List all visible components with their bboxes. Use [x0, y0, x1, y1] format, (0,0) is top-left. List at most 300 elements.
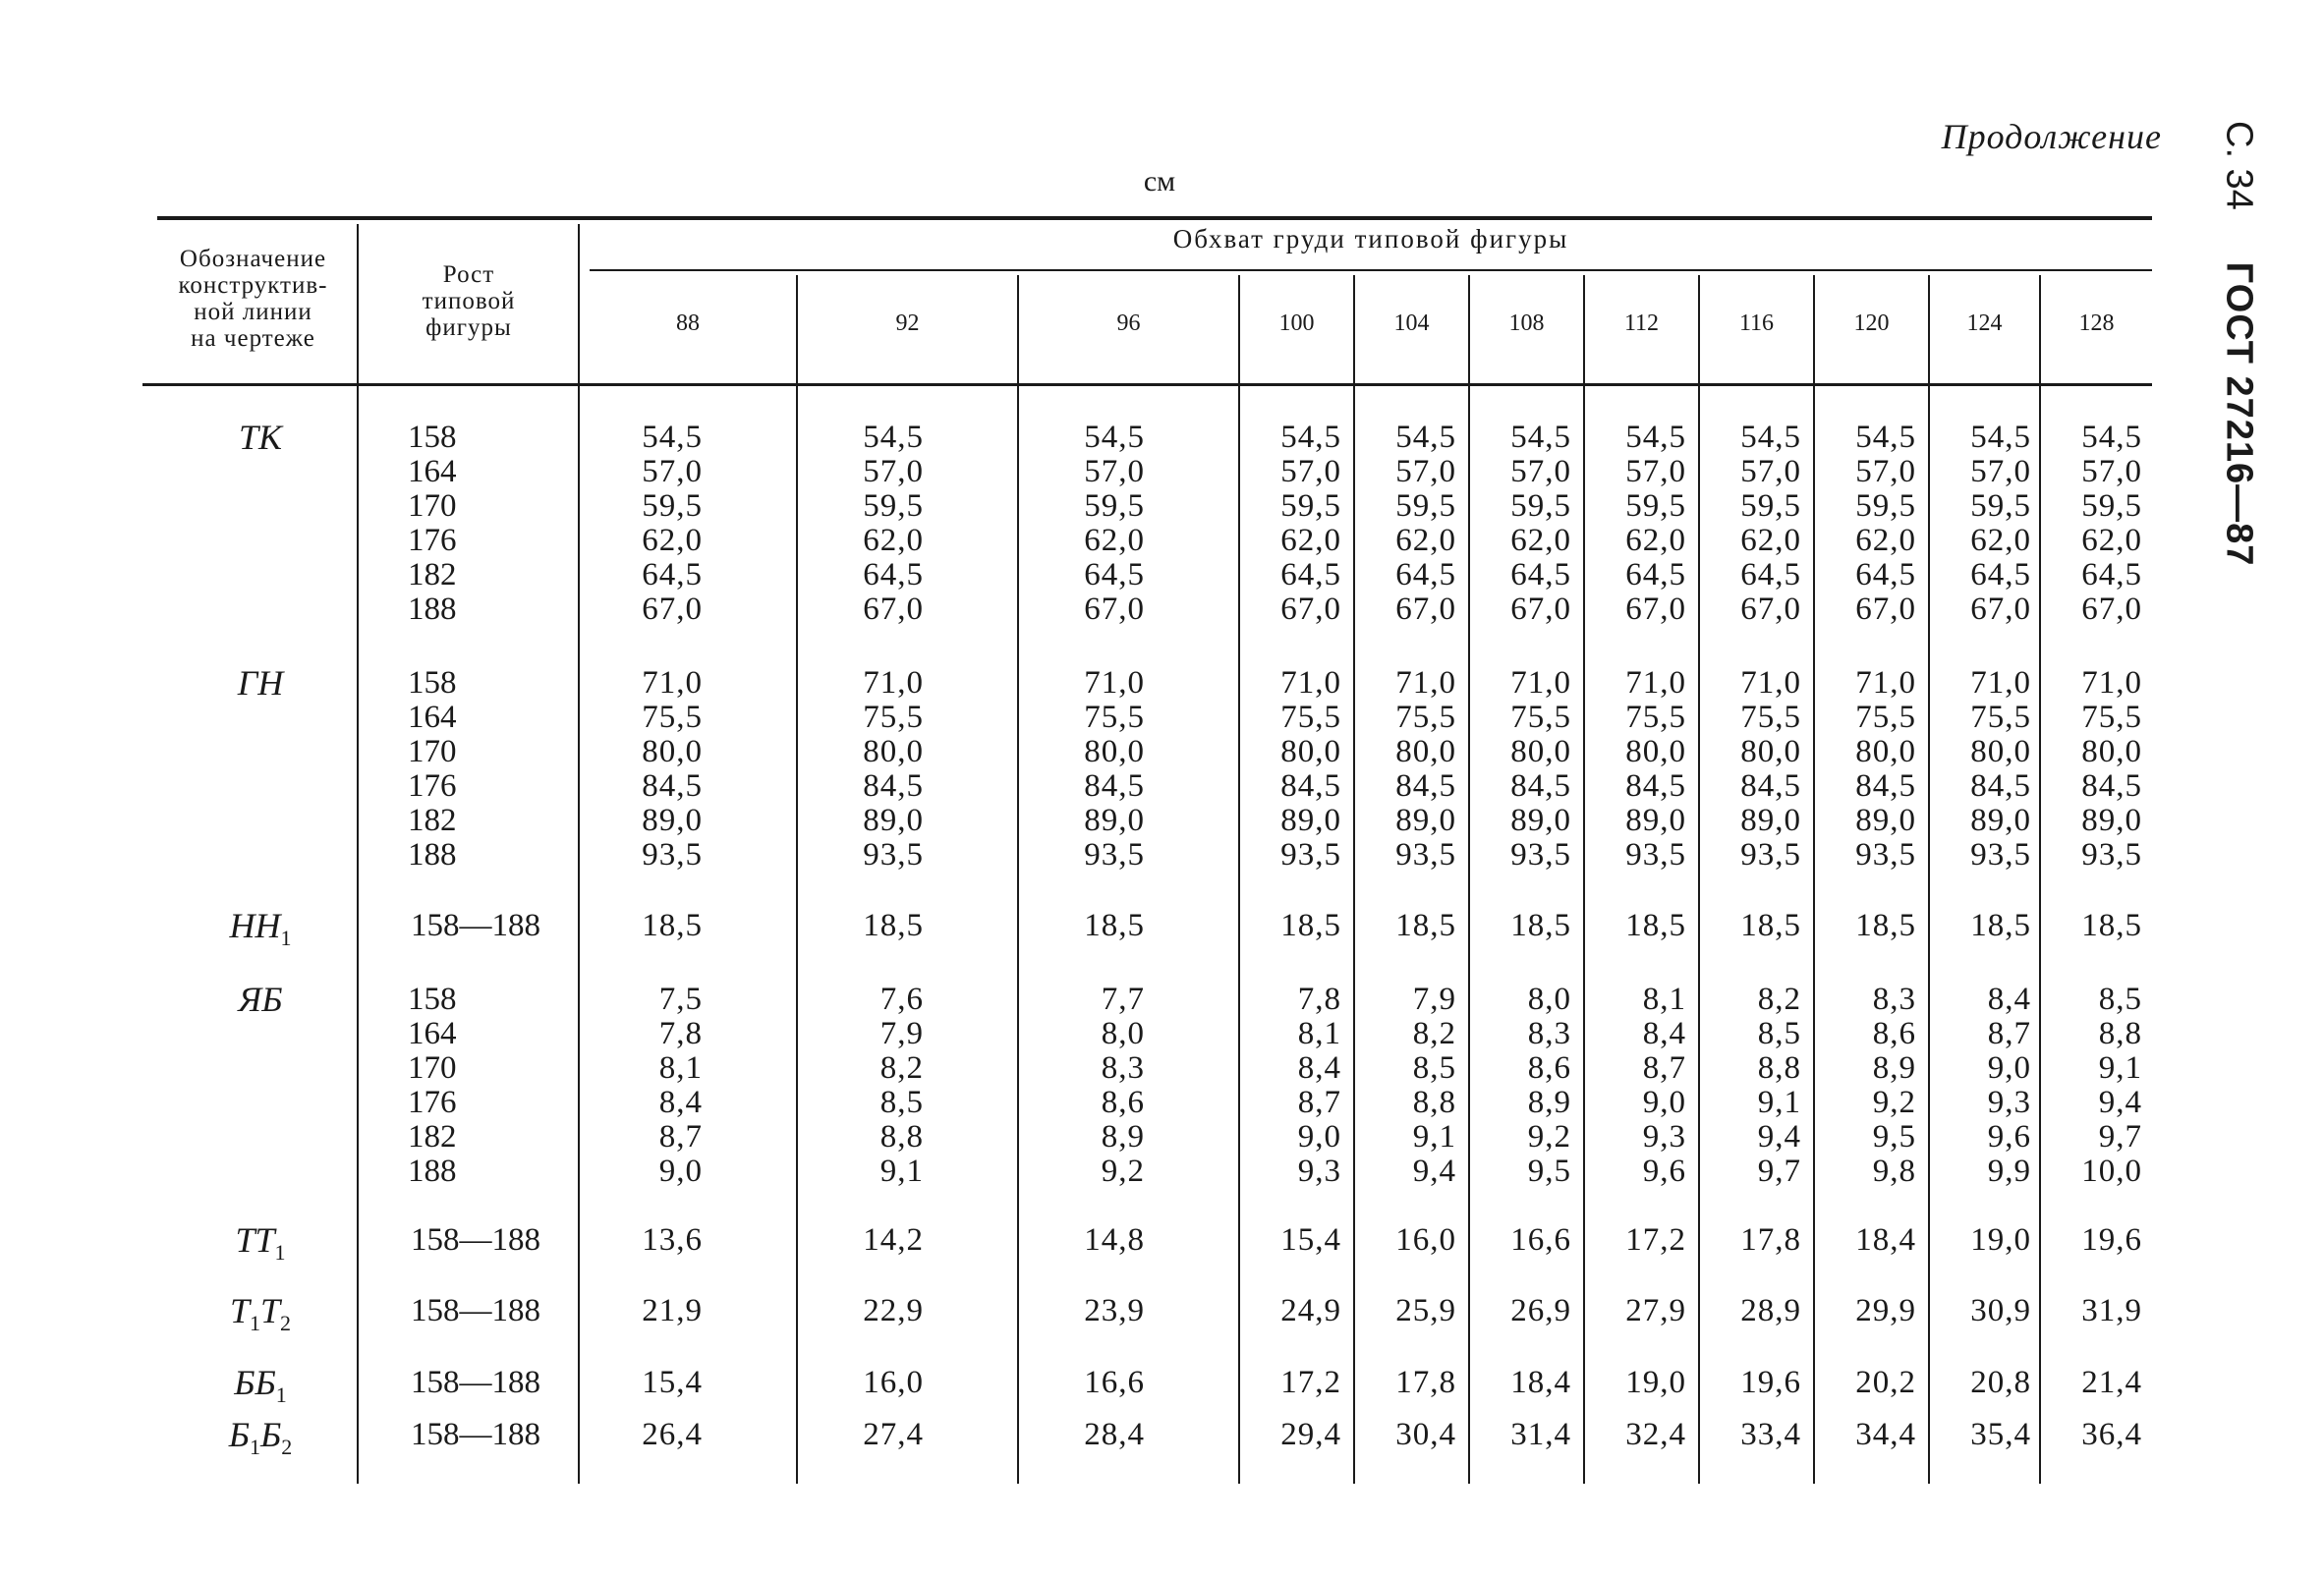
cell-value: 62,0 — [1510, 523, 1571, 558]
cell-value: 59,5 — [2081, 488, 2142, 524]
cell-value: 7,8 — [658, 1016, 703, 1051]
cell-value: 9,2 — [1872, 1085, 1916, 1120]
cell-value: 17,8 — [1740, 1222, 1801, 1258]
cell-value: 8,1 — [1297, 1016, 1341, 1051]
cell-value: 64,5 — [1395, 557, 1456, 592]
height-value: 188 — [408, 1154, 457, 1189]
cell-value: 59,5 — [1740, 488, 1801, 524]
height-value: 158 — [408, 982, 457, 1017]
cell-value: 67,0 — [863, 592, 924, 627]
cell-value: 9,0 — [658, 1154, 703, 1189]
table-cell — [786, 666, 924, 873]
cell-value: 59,5 — [1280, 488, 1341, 524]
chest-girth-header: Обхват груди типовой фигуры — [1172, 224, 1569, 254]
figure-heights — [411, 1366, 568, 1400]
cell-value: 8,4 — [1297, 1050, 1341, 1086]
cell-value: 9,6 — [1987, 1119, 2031, 1155]
designation-header-line: на чертеже — [191, 325, 315, 352]
cell-value: 8,2 — [879, 1050, 924, 1086]
height-value: 188 — [408, 592, 457, 627]
table-cell — [2005, 983, 2142, 1189]
cell-value: 84,5 — [1280, 768, 1341, 804]
table-row-group — [147, 980, 2152, 1189]
table-cell — [565, 421, 703, 627]
table-cell — [1007, 983, 1145, 1189]
cell-value: 7,9 — [1412, 982, 1456, 1017]
designation-text: Т — [229, 1291, 250, 1330]
cell-value: 30,4 — [1395, 1417, 1456, 1452]
cell-value: 93,5 — [2081, 837, 2142, 873]
cell-value: 54,5 — [1970, 420, 2031, 455]
cell-value: 26,4 — [642, 1417, 703, 1452]
cell-value: 67,0 — [1280, 592, 1341, 627]
line-designation — [147, 418, 373, 457]
cell-value: 64,5 — [1280, 557, 1341, 592]
cell-value: 8,8 — [2098, 1016, 2142, 1051]
table-cell — [1007, 666, 1145, 873]
cell-value: 62,0 — [1395, 523, 1456, 558]
cell-value: 8,4 — [658, 1085, 703, 1120]
cell-value: 57,0 — [1510, 454, 1571, 489]
cell-value: 18,5 — [1740, 908, 1801, 943]
unit-label: см — [1143, 165, 1176, 197]
cell-value: 8,3 — [1101, 1050, 1145, 1086]
height-value: 182 — [408, 557, 457, 592]
cell-value: 17,2 — [1625, 1222, 1686, 1258]
cell-value: 9,4 — [1757, 1119, 1801, 1155]
cell-value: 89,0 — [642, 803, 703, 838]
cell-value: 31,4 — [1510, 1417, 1571, 1452]
column-header: 100 — [1278, 310, 1315, 336]
cell-value: 75,5 — [1970, 700, 2031, 735]
table-cell — [2005, 666, 2142, 873]
cell-value: 67,0 — [2081, 592, 2142, 627]
cell-value: 9,0 — [1642, 1085, 1686, 1120]
column-header: 88 — [676, 310, 700, 336]
cell-value: 19,0 — [1625, 1365, 1686, 1400]
cell-value: 9,0 — [1987, 1050, 2031, 1086]
cell-value: 34,4 — [1855, 1417, 1916, 1452]
cell-value: 9,3 — [1642, 1119, 1686, 1155]
cell-value: 89,0 — [1510, 803, 1571, 838]
cell-value: 9,3 — [1297, 1154, 1341, 1189]
figure-heights — [411, 1294, 568, 1328]
designation-text: Б — [260, 1415, 282, 1454]
line-designation — [147, 1220, 373, 1269]
cell-value: 93,5 — [1740, 837, 1801, 873]
cell-value: 71,0 — [1510, 665, 1571, 701]
table-cell — [1007, 909, 1145, 943]
cell-value: 15,4 — [1280, 1222, 1341, 1258]
cell-value: 59,5 — [1084, 488, 1145, 524]
table-cell — [786, 1366, 924, 1400]
designation-subscript: 1 — [250, 1435, 260, 1460]
cell-value: 84,5 — [1510, 768, 1571, 804]
table-cell — [786, 909, 924, 943]
cell-value: 19,0 — [1970, 1222, 2031, 1258]
cell-value: 18,5 — [642, 908, 703, 943]
cell-value: 89,0 — [1855, 803, 1916, 838]
designation-text: Б — [228, 1415, 250, 1454]
cell-value: 93,5 — [1395, 837, 1456, 873]
column-header: 92 — [895, 310, 920, 336]
cell-value: 18,5 — [1510, 908, 1571, 943]
cell-value: 54,5 — [1280, 420, 1341, 455]
cell-value: 84,5 — [863, 768, 924, 804]
cell-value: 8,5 — [2098, 982, 2142, 1017]
designation-subscript: 1 — [280, 926, 292, 951]
cell-value: 71,0 — [863, 665, 924, 701]
table-cell — [565, 1223, 703, 1258]
cell-value: 84,5 — [1855, 768, 1916, 804]
cell-value: 67,0 — [1625, 592, 1686, 627]
cell-value: 20,2 — [1855, 1365, 1916, 1400]
cell-value: 71,0 — [1084, 665, 1145, 701]
cell-value: 9,9 — [1987, 1154, 2031, 1189]
table-cell — [786, 983, 924, 1189]
cell-value: 20,8 — [1970, 1365, 2031, 1400]
table-cell — [1007, 421, 1145, 627]
standard-number: ГОСТ 27216—87 — [2218, 261, 2260, 567]
cell-value: 18,4 — [1510, 1365, 1571, 1400]
cell-value: 7,8 — [1297, 982, 1341, 1017]
table-cell — [1007, 1418, 1145, 1452]
designation-subscript: 1 — [274, 1240, 286, 1266]
cell-value: 75,5 — [1740, 700, 1801, 735]
cell-value: 26,9 — [1510, 1293, 1571, 1328]
table-cell — [2005, 421, 2142, 627]
girth-rule — [590, 269, 2152, 271]
cell-value: 18,5 — [1395, 908, 1456, 943]
header-bottom-rule — [142, 383, 2152, 386]
cell-value: 89,0 — [2081, 803, 2142, 838]
cell-value: 9,2 — [1527, 1119, 1571, 1155]
table-row-group — [147, 663, 2152, 873]
cell-value: 64,5 — [863, 557, 924, 592]
table-cell — [2005, 1366, 2142, 1400]
line-designation — [147, 1415, 373, 1464]
table-cell — [786, 421, 924, 627]
side-header — [2213, 121, 2264, 567]
cell-value: 71,0 — [1625, 665, 1686, 701]
cell-value: 30,9 — [1970, 1293, 2031, 1328]
cell-value: 75,5 — [1084, 700, 1145, 735]
cell-value: 8,6 — [1872, 1016, 1916, 1051]
table-cell — [786, 1294, 924, 1328]
cell-value: 31,9 — [2081, 1293, 2142, 1328]
cell-value: 93,5 — [1625, 837, 1686, 873]
height-value: 170 — [408, 1050, 457, 1086]
cell-value: 8,7 — [658, 1119, 703, 1155]
cell-value: 8,4 — [1642, 1016, 1686, 1051]
cell-value: 80,0 — [1395, 734, 1456, 769]
cell-value: 64,5 — [1855, 557, 1916, 592]
height-value: 182 — [408, 803, 457, 838]
cell-value: 18,5 — [1280, 908, 1341, 943]
cell-value: 21,4 — [2081, 1365, 2142, 1400]
cell-value: 62,0 — [642, 523, 703, 558]
designation-text: Т — [260, 1291, 281, 1330]
cell-value: 18,5 — [1970, 908, 2031, 943]
figure-heights — [411, 909, 568, 943]
figure-heights — [411, 1418, 568, 1452]
cell-value: 59,5 — [1395, 488, 1456, 524]
designation-header-line: ной линии — [194, 299, 312, 325]
cell-value: 32,4 — [1625, 1417, 1686, 1452]
column-header: 112 — [1623, 310, 1660, 336]
cell-value: 8,9 — [1527, 1085, 1571, 1120]
figure-heights — [411, 1223, 568, 1258]
cell-value: 8,7 — [1987, 1016, 2031, 1051]
cell-value: 67,0 — [1395, 592, 1456, 627]
cell-value: 9,8 — [1872, 1154, 1916, 1189]
cell-value: 8,0 — [1527, 982, 1571, 1017]
cell-value: 64,5 — [642, 557, 703, 592]
column-header: 108 — [1508, 310, 1545, 336]
cell-value: 9,3 — [1987, 1085, 2031, 1120]
cell-value: 84,5 — [2081, 768, 2142, 804]
cell-value: 9,1 — [1757, 1085, 1801, 1120]
cell-value: 28,9 — [1740, 1293, 1801, 1328]
cell-value: 62,0 — [1855, 523, 1916, 558]
cell-value: 13,6 — [642, 1222, 703, 1258]
cell-value: 8,5 — [1412, 1050, 1456, 1086]
height-value: 170 — [408, 488, 457, 524]
table-cell — [2005, 1223, 2142, 1258]
cell-value: 80,0 — [1084, 734, 1145, 769]
cell-value: 62,0 — [863, 523, 924, 558]
table-cell — [2005, 1294, 2142, 1328]
cell-value: 71,0 — [1970, 665, 2031, 701]
table-cell — [565, 1294, 703, 1328]
designation-subscript: 1 — [250, 1311, 260, 1336]
cell-value: 75,5 — [2081, 700, 2142, 735]
cell-value: 16,6 — [1084, 1365, 1145, 1400]
height-value: 158—188 — [411, 1365, 540, 1400]
cell-value: 80,0 — [642, 734, 703, 769]
cell-value: 64,5 — [1510, 557, 1571, 592]
cell-value: 28,4 — [1084, 1417, 1145, 1452]
cell-value: 64,5 — [1970, 557, 2031, 592]
cell-value: 7,6 — [879, 982, 924, 1017]
designation-text: ББ — [234, 1363, 276, 1402]
line-designation — [147, 980, 373, 1019]
cell-value: 18,5 — [1855, 908, 1916, 943]
line-designation — [147, 1363, 373, 1412]
cell-value: 80,0 — [1280, 734, 1341, 769]
cell-value: 54,5 — [863, 420, 924, 455]
cell-value: 59,5 — [863, 488, 924, 524]
cell-value: 21,9 — [642, 1293, 703, 1328]
cell-value: 19,6 — [2081, 1222, 2142, 1258]
cell-value: 16,0 — [863, 1365, 924, 1400]
cell-value: 71,0 — [1395, 665, 1456, 701]
cell-value: 75,5 — [642, 700, 703, 735]
cell-value: 93,5 — [1280, 837, 1341, 873]
designation-text: ТК — [239, 418, 282, 457]
cell-value: 16,0 — [1395, 1222, 1456, 1258]
cell-value: 7,9 — [879, 1016, 924, 1051]
cell-value: 57,0 — [1395, 454, 1456, 489]
cell-value: 8,1 — [658, 1050, 703, 1086]
column-header: 120 — [1853, 310, 1890, 336]
line-designation — [147, 663, 373, 703]
designation-subscript: 2 — [281, 1435, 293, 1460]
cell-value: 59,5 — [1625, 488, 1686, 524]
page-number: С. 34 — [2218, 121, 2260, 210]
line-designation — [147, 1291, 373, 1340]
cell-value: 29,9 — [1855, 1293, 1916, 1328]
table-cell — [565, 666, 703, 873]
cell-value: 80,0 — [863, 734, 924, 769]
height-value: 176 — [408, 768, 457, 804]
cell-value: 93,5 — [1855, 837, 1916, 873]
designation-subscript: 1 — [275, 1382, 287, 1408]
table-cell — [565, 1418, 703, 1452]
table-row-group — [147, 1415, 2152, 1460]
cell-value: 16,6 — [1510, 1222, 1571, 1258]
table-row-group — [147, 1220, 2152, 1266]
height-value: 158 — [408, 420, 457, 455]
designation-text: ЯБ — [238, 980, 283, 1019]
cell-value: 57,0 — [1855, 454, 1916, 489]
cell-value: 17,8 — [1395, 1365, 1456, 1400]
cell-value: 75,5 — [1855, 700, 1916, 735]
column-header: 104 — [1393, 310, 1430, 336]
cell-value: 71,0 — [1280, 665, 1341, 701]
cell-value: 8,7 — [1297, 1085, 1341, 1120]
cell-value: 29,4 — [1280, 1417, 1341, 1452]
cell-value: 54,5 — [1625, 420, 1686, 455]
cell-value: 7,7 — [1101, 982, 1145, 1017]
column-header: 116 — [1738, 310, 1775, 336]
table-row-group — [147, 1291, 2152, 1336]
cell-value: 59,5 — [642, 488, 703, 524]
line-designation — [147, 906, 373, 955]
cell-value: 7,5 — [658, 982, 703, 1017]
table-cell — [786, 1223, 924, 1258]
cell-value: 54,5 — [1510, 420, 1571, 455]
cell-value: 62,0 — [1084, 523, 1145, 558]
cell-value: 9,7 — [2098, 1119, 2142, 1155]
cell-value: 57,0 — [642, 454, 703, 489]
designation-header — [152, 246, 354, 352]
cell-value: 10,0 — [2081, 1154, 2142, 1189]
height-header — [362, 261, 576, 341]
continuation-label: Продолжение — [1941, 117, 2162, 156]
cell-value: 8,6 — [1101, 1085, 1145, 1120]
cell-value: 64,5 — [1084, 557, 1145, 592]
cell-value: 27,9 — [1625, 1293, 1686, 1328]
cell-value: 54,5 — [1855, 420, 1916, 455]
cell-value: 27,4 — [863, 1417, 924, 1452]
table-cell — [565, 909, 703, 943]
figure-heights — [408, 666, 565, 873]
cell-value: 8,5 — [1757, 1016, 1801, 1051]
table-row-group — [147, 1363, 2152, 1408]
cell-value: 62,0 — [1970, 523, 2031, 558]
height-value: 158—188 — [411, 1417, 540, 1452]
cell-value: 80,0 — [1510, 734, 1571, 769]
cell-value: 93,5 — [863, 837, 924, 873]
cell-value: 19,6 — [1740, 1365, 1801, 1400]
cell-value: 8,2 — [1412, 1016, 1456, 1051]
cell-value: 8,0 — [1101, 1016, 1145, 1051]
cell-value: 80,0 — [1625, 734, 1686, 769]
cell-value: 15,4 — [642, 1365, 703, 1400]
cell-value: 57,0 — [863, 454, 924, 489]
cell-value: 89,0 — [1395, 803, 1456, 838]
cell-value: 57,0 — [1280, 454, 1341, 489]
cell-value: 64,5 — [2081, 557, 2142, 592]
cell-value: 9,7 — [1757, 1154, 1801, 1189]
cell-value: 8,4 — [1987, 982, 2031, 1017]
cell-value: 89,0 — [1625, 803, 1686, 838]
cell-value: 8,8 — [1412, 1085, 1456, 1120]
cell-value: 84,5 — [1625, 768, 1686, 804]
cell-value: 57,0 — [1970, 454, 2031, 489]
height-value: 176 — [408, 523, 457, 558]
cell-value: 33,4 — [1740, 1417, 1801, 1452]
designation-text: ГН — [237, 663, 284, 703]
cell-value: 24,9 — [1280, 1293, 1341, 1328]
cell-value: 59,5 — [1970, 488, 2031, 524]
cell-value: 67,0 — [1970, 592, 2031, 627]
designation-text: ТТ — [235, 1220, 275, 1260]
table-cell — [1007, 1223, 1145, 1258]
cell-value: 93,5 — [1510, 837, 1571, 873]
cell-value: 8,8 — [1757, 1050, 1801, 1086]
cell-value: 67,0 — [642, 592, 703, 627]
cell-value: 8,3 — [1527, 1016, 1571, 1051]
cell-value: 8,9 — [1872, 1050, 1916, 1086]
height-value: 188 — [408, 837, 457, 873]
cell-value: 80,0 — [1970, 734, 2031, 769]
cell-value: 67,0 — [1740, 592, 1801, 627]
cell-value: 8,8 — [879, 1119, 924, 1155]
cell-value: 8,7 — [1642, 1050, 1686, 1086]
column-header: 124 — [1966, 310, 2003, 336]
cell-value: 84,5 — [642, 768, 703, 804]
cell-value: 23,9 — [1084, 1293, 1145, 1328]
cell-value: 54,5 — [1740, 420, 1801, 455]
cell-value: 84,5 — [1084, 768, 1145, 804]
cell-value: 9,0 — [1297, 1119, 1341, 1155]
cell-value: 57,0 — [2081, 454, 2142, 489]
cell-value: 80,0 — [1740, 734, 1801, 769]
cell-value: 54,5 — [1084, 420, 1145, 455]
cell-value: 67,0 — [1510, 592, 1571, 627]
table-cell — [565, 983, 703, 1189]
cell-value: 89,0 — [1740, 803, 1801, 838]
cell-value: 89,0 — [1280, 803, 1341, 838]
column-header: 96 — [1116, 310, 1141, 336]
height-value: 182 — [408, 1119, 457, 1155]
cell-value: 59,5 — [1855, 488, 1916, 524]
cell-value: 89,0 — [863, 803, 924, 838]
cell-value: 67,0 — [1855, 592, 1916, 627]
cell-value: 9,4 — [2098, 1085, 2142, 1120]
cell-value: 14,8 — [1084, 1222, 1145, 1258]
height-value: 158—188 — [411, 1293, 540, 1328]
cell-value: 62,0 — [2081, 523, 2142, 558]
cell-value: 9,1 — [2098, 1050, 2142, 1086]
cell-value: 75,5 — [1280, 700, 1341, 735]
cell-value: 57,0 — [1084, 454, 1145, 489]
height-value: 158—188 — [411, 908, 540, 943]
height-value: 158—188 — [411, 1222, 540, 1258]
cell-value: 8,2 — [1757, 982, 1801, 1017]
